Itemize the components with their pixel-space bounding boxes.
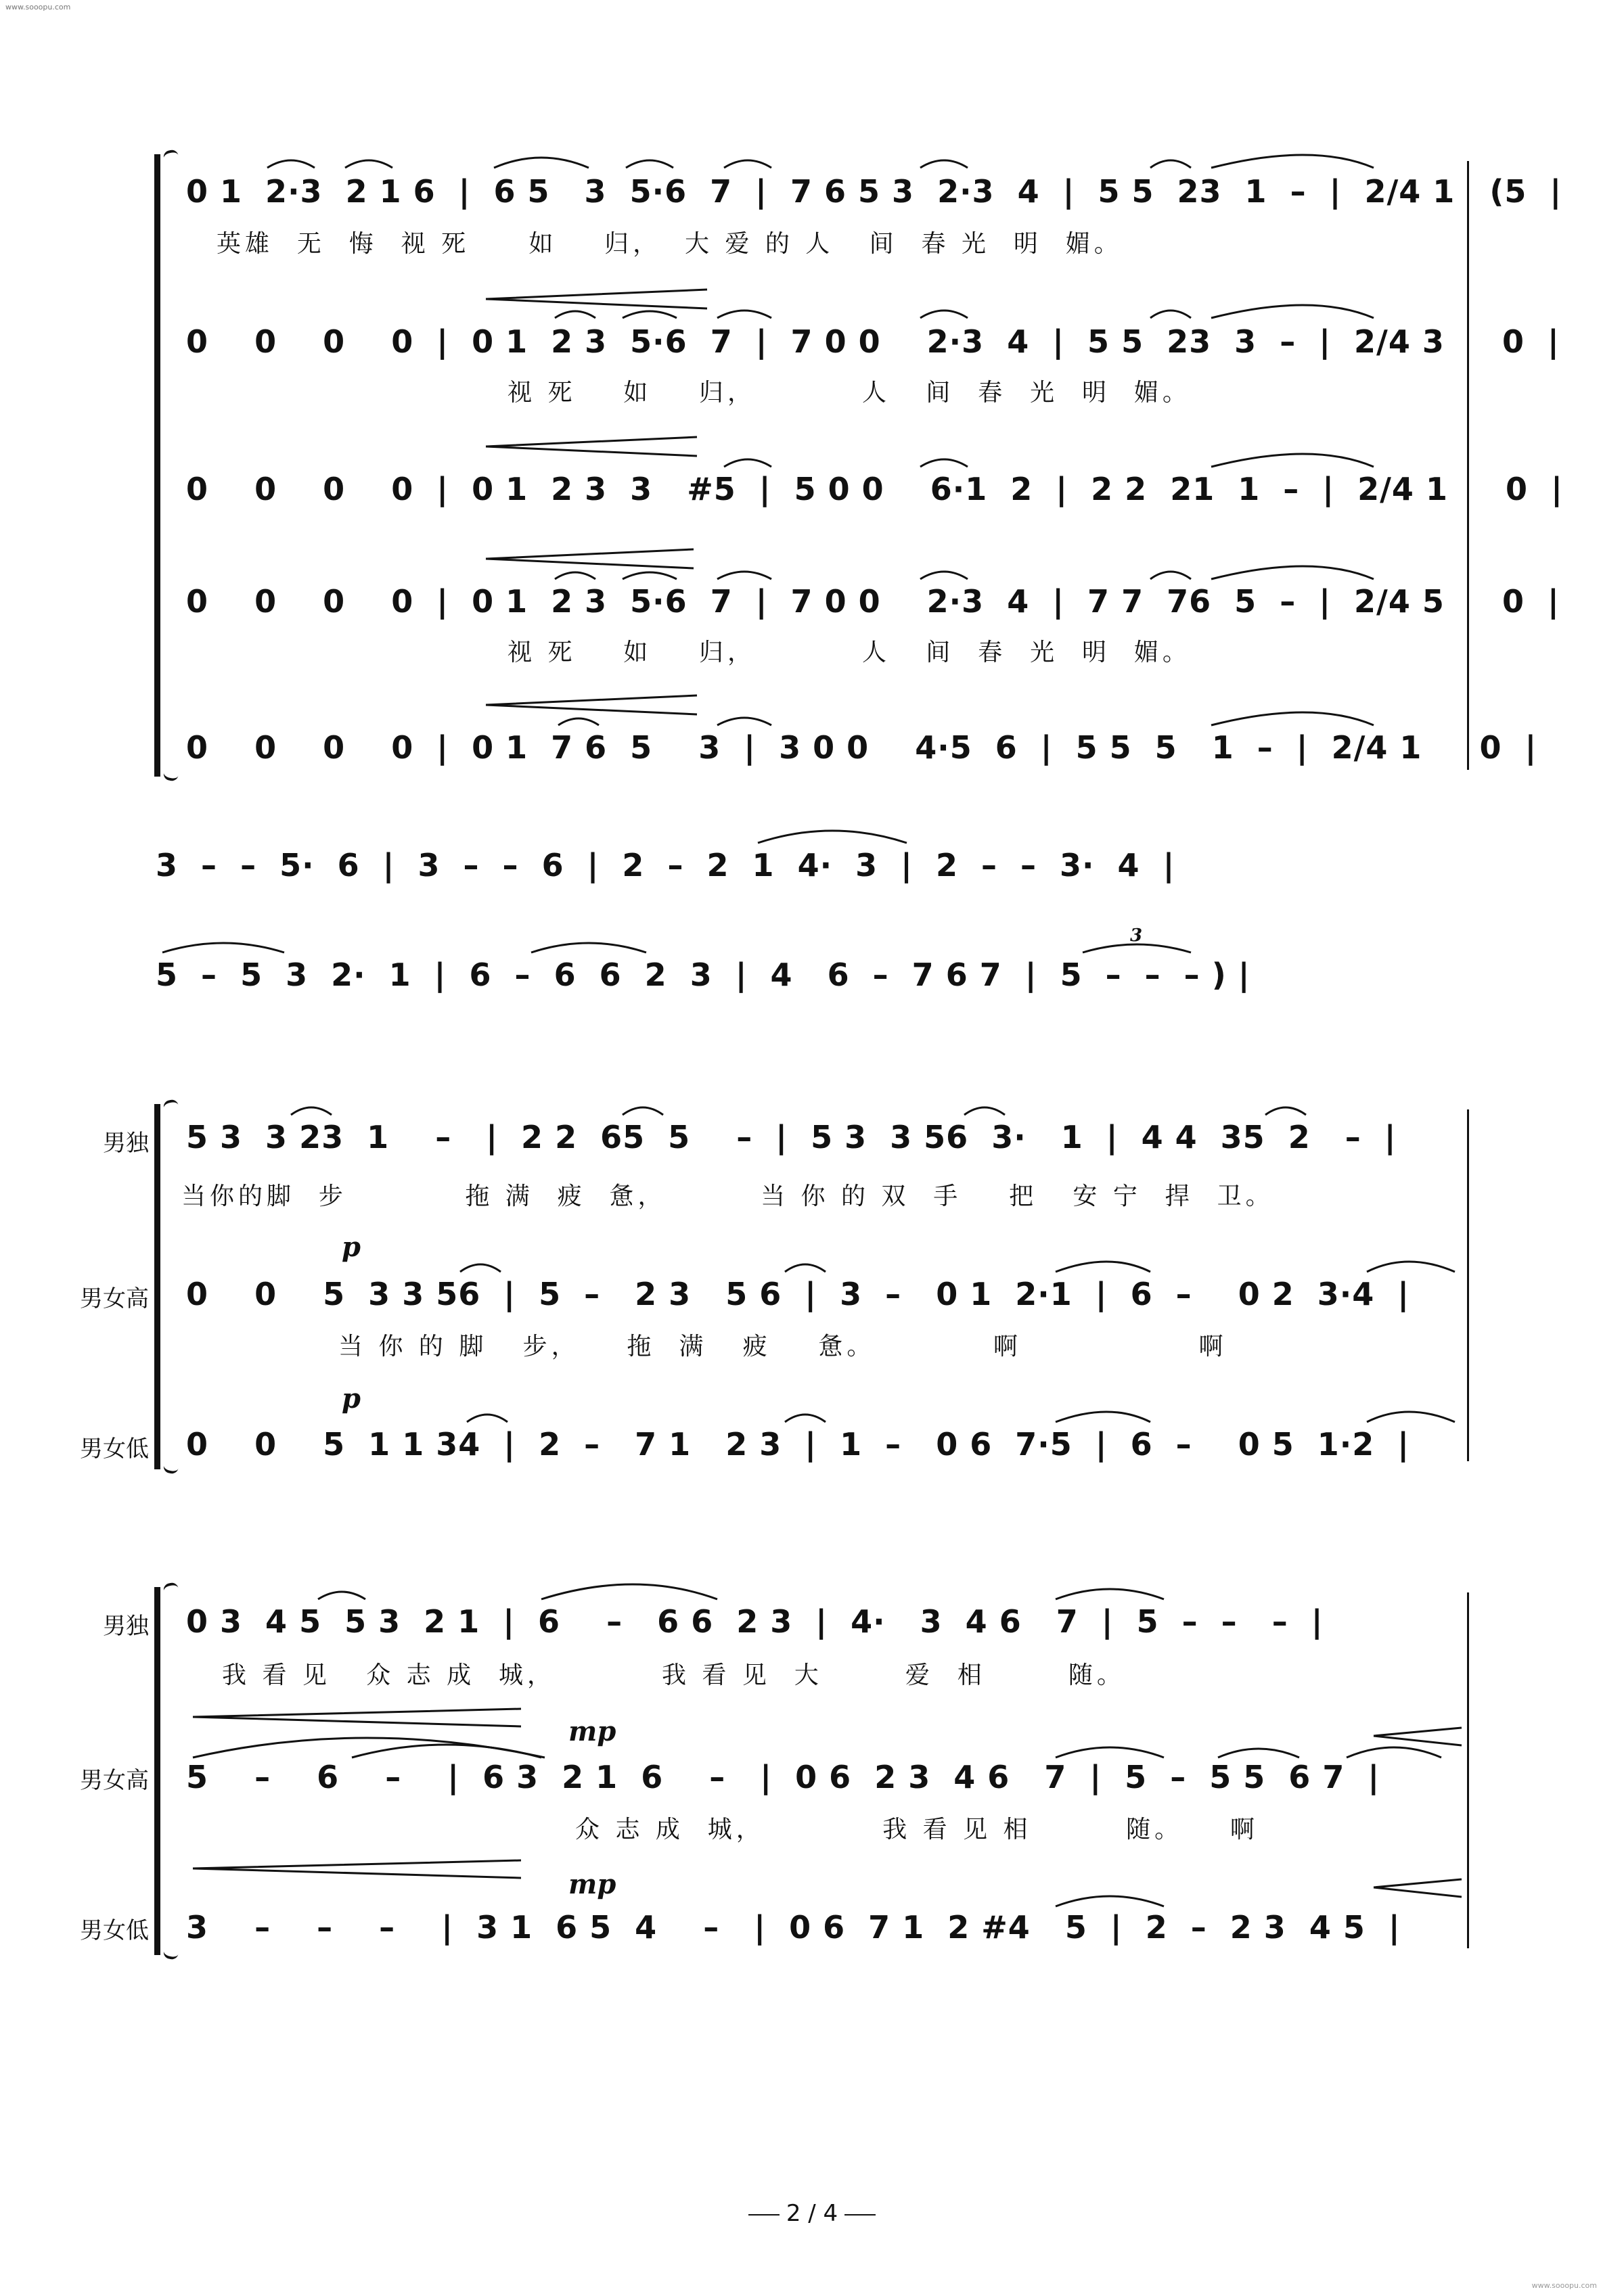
system3-high-notes: 5 – 6 – | 6 3 2 1 6 – | 0 6 2 3 4 6 7 | 5 – 5 5 6 7 | <box>186 1759 1380 1795</box>
system1-line1-lyrics: 英雄 无 悔 视 死 如 归， 大 爱 的 人 间 春 光 明 媚。 <box>217 230 1123 258</box>
slur <box>555 572 595 579</box>
crescendo-hairpin <box>1374 1728 1462 1745</box>
slur <box>785 1415 826 1422</box>
slur <box>920 311 968 318</box>
system3-low-notes: 3 – – – | 3 1 6 5 4 – | 0 6 7 1 2 #4 5 | 2 – 2 3 4 5 | <box>186 1909 1401 1946</box>
system2-high-notes: 0 0 5 3 3 56 | 5 – 2 3 5 6 | 3 – 0 1 2·1 | 6 – 0 2 3·4 | <box>186 1276 1410 1312</box>
slur <box>1367 1412 1455 1422</box>
slur <box>1211 712 1374 725</box>
system3-low-dynamic: mp <box>568 1868 616 1900</box>
watermark-bottom: www.sooopu.com <box>1531 2281 1597 2290</box>
slur <box>460 1264 501 1272</box>
slur <box>1211 566 1374 579</box>
slur <box>920 459 968 467</box>
slur <box>1150 311 1191 318</box>
system1-line2-lyrics: 视 死 如 归， 人 间 春 光 明 媚。 <box>508 379 1191 407</box>
slur <box>494 158 589 168</box>
slur <box>758 831 907 843</box>
slur <box>920 160 968 168</box>
slur <box>1056 1589 1164 1599</box>
slur <box>1211 305 1374 318</box>
slur <box>785 1264 826 1272</box>
slur <box>724 160 771 168</box>
slur <box>724 459 771 467</box>
system2-label-high: 男女高 <box>80 1285 149 1312</box>
slur <box>717 311 771 318</box>
footer-underline-right <box>844 2214 876 2215</box>
slur <box>1056 1412 1150 1422</box>
slur <box>267 160 315 168</box>
system2-low-dynamic: p <box>342 1383 361 1415</box>
slur <box>1056 1262 1150 1272</box>
slur <box>541 1584 717 1599</box>
crescendo-hairpin <box>486 695 697 714</box>
system1-line1-notes: 0 1 2·3 2 1 6 | 6 5 3 5·6 7 | 7 6 5 3 2·3 4 | 5 5 23 1 – | 2/4 1 (5 | <box>186 173 1562 210</box>
page-footer <box>0 2200 1624 2227</box>
system1-line4-notes: 0 0 0 0 | 0 1 2 3 5·6 7 | 7 0 0 2·3 4 | 7 7 76 5 – | 2/4 5 0 | <box>186 583 1560 620</box>
slur <box>162 943 284 952</box>
system3-label-solo: 男独 <box>103 1613 149 1640</box>
slur <box>1211 155 1374 168</box>
system2-label-solo: 男独 <box>103 1130 149 1157</box>
slur <box>467 1415 508 1422</box>
system2-solo-notes: 5 3 3 23 1 – | 2 2 65 5 – | 5 3 3 56 3· 1 | 4 4 35 2 – | <box>186 1119 1397 1155</box>
system2-high-dynamic: p <box>342 1231 361 1263</box>
crescendo-hairpin <box>1374 1879 1462 1897</box>
system3-solo-lyrics: 我 看 见 众 志 成 城， 我 看 见 大 爱 相 随。 <box>222 1661 1125 1689</box>
system3-high-dynamic: mp <box>568 1716 616 1747</box>
slur <box>626 160 673 168</box>
system3-high-lyrics: 众 志 成 城， 我 看 见 相 随。 啊 <box>575 1816 1259 1843</box>
slur <box>531 943 646 952</box>
slur <box>1150 160 1191 168</box>
interlude-triplet-mark: 3 <box>1130 925 1143 946</box>
slur <box>623 1107 663 1115</box>
system2-high-lyrics: 当 你 的 脚 步， 拖 满 疲 惫。 啊 啊 <box>338 1333 1227 1360</box>
slur <box>558 718 599 725</box>
slur <box>717 572 771 579</box>
crescendo-hairpin <box>193 1860 521 1878</box>
slur <box>1347 1747 1441 1758</box>
slur <box>318 1592 365 1599</box>
system1-line3-notes: 0 0 0 0 | 0 1 2 3 3 #5 | 5 0 0 6·1 2 | 2 2 21 1 – | 2/4 1 0 | <box>186 471 1563 507</box>
system1-line4-lyrics: 视 死 如 归， 人 间 春 光 明 媚。 <box>508 639 1191 666</box>
slur <box>555 311 595 318</box>
slur <box>1367 1262 1455 1272</box>
watermark-top: www.sooopu.com <box>5 3 71 12</box>
system1-line5-notes: 0 0 0 0 | 0 1 7 6 5 3 | 3 0 0 4·5 6 | 5 5 5 1 – | 2/4 1 0 | <box>186 729 1537 766</box>
slur <box>1265 1107 1306 1115</box>
footer-underline-left <box>748 2214 780 2215</box>
system1-line2-notes: 0 0 0 0 | 0 1 2 3 5·6 7 | 7 0 0 2·3 4 | 5 5 23 3 – | 2/4 3 0 | <box>186 323 1560 360</box>
system3-label-high: 男女高 <box>80 1767 149 1794</box>
crescendo-hairpin <box>193 1709 521 1726</box>
slur <box>717 718 771 725</box>
slur <box>1083 944 1191 952</box>
slur <box>623 572 677 579</box>
system2-label-low: 男女低 <box>80 1436 149 1463</box>
slur <box>1211 454 1374 467</box>
slur <box>1150 572 1191 579</box>
system3-label-low: 男女低 <box>80 1917 149 1944</box>
slur <box>920 572 968 579</box>
system2-solo-lyrics: 当你的脚 步 拖 满 疲 惫， 当 你 的 双 手 把 安 宁 捍 卫。 <box>181 1183 1274 1210</box>
system3-solo-notes: 0 3 4 5 5 3 2 1 | 6 – 6 6 2 3 | 4· 3 4 6 7 | 5 – – – | <box>186 1603 1324 1640</box>
page-number: 2 / 4 <box>786 2200 838 2227</box>
slur <box>352 1745 541 1758</box>
interlude-line2-notes: 5 – 5 3 2· 1 | 6 – 6 6 2 3 | 4 6 – 7 6 7 | 5 – – – ) | <box>156 957 1250 993</box>
crescendo-hairpin <box>486 549 694 568</box>
slur <box>1218 1749 1299 1758</box>
interlude-line1-notes: 3 – – 5· 6 | 3 – – 6 | 2 – 2 1 4· 3 | 2 – – 3· 4 | <box>156 847 1175 883</box>
system2-low-notes: 0 0 5 1 1 34 | 2 – 7 1 2 3 | 1 – 0 6 7·5 | 6 – 0 5 1·2 | <box>186 1426 1410 1463</box>
slur <box>1056 1896 1164 1906</box>
crescendo-hairpin <box>486 290 707 308</box>
slur <box>291 1107 332 1115</box>
slur <box>1056 1747 1164 1758</box>
crescendo-hairpin <box>486 437 697 456</box>
slur <box>964 1107 1005 1115</box>
slur <box>623 311 677 318</box>
slur <box>345 160 392 168</box>
